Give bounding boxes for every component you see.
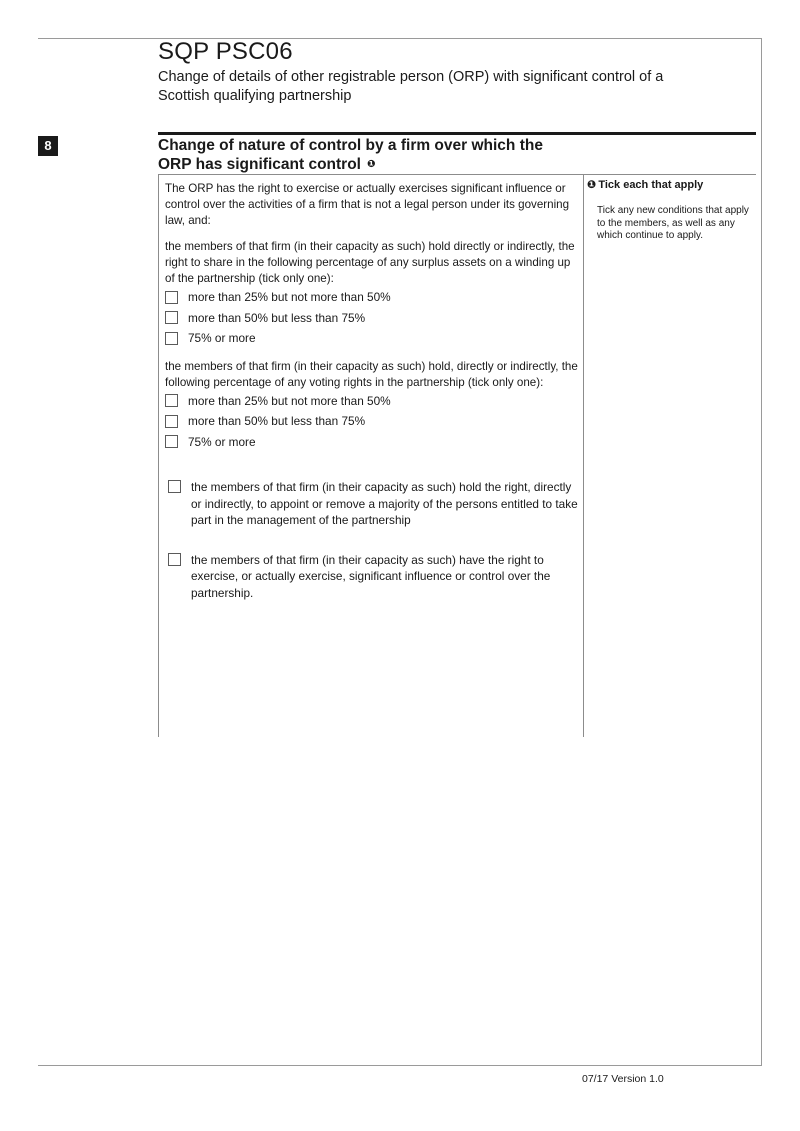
section-title-text: Change of nature of control by a firm over which the ORP has significant control — [158, 137, 543, 173]
form-subtitle: Change of details of other registrable person (ORP) with significant control of a Scottish qualifying partnership — [158, 69, 664, 104]
section-number: 8 — [38, 136, 58, 156]
assets-option-3[interactable] — [165, 328, 581, 349]
option-label: more than 25% but not more than 50% — [188, 290, 391, 305]
option-label: 75% or more — [188, 434, 256, 449]
page-right-rule — [761, 38, 762, 1066]
intro-text: The ORP has the right to exercise or actually exercises significant influence or control over the activities of a firm that is not a legal person under its governing law, and: — [165, 182, 570, 227]
option-label: 75% or more — [188, 331, 256, 346]
version-footer: 07/17 Version 1.0 — [582, 1073, 664, 1085]
option-label: the members of that firm (in their capacity as such) hold the right, directly or indirectly, to appoint or remove a majority of the persons entitled to take part in the management of the partnership — [191, 480, 578, 527]
assets-option-2[interactable] — [165, 308, 581, 329]
option-label: more than 50% but less than 75% — [188, 414, 366, 429]
info-icon: ❶ — [587, 179, 597, 191]
checkbox[interactable] — [165, 415, 178, 428]
option-label: more than 25% but not more than 50% — [188, 393, 391, 408]
box-divider — [583, 174, 584, 737]
checkbox[interactable] — [165, 435, 178, 448]
checkbox[interactable] — [165, 311, 178, 324]
influence-option[interactable] — [165, 552, 581, 602]
option-label: the members of that firm (in their capacity as such) have the right to exercise, or actually exercise, significant influence or control over the partnership. — [191, 552, 551, 600]
box-top-border — [158, 174, 584, 175]
checkbox[interactable] — [168, 480, 181, 493]
guidance-heading-text: Tick each that apply — [598, 179, 704, 191]
page-top-rule — [38, 38, 762, 39]
page-bottom-rule — [38, 1065, 762, 1066]
guidance-top-border — [583, 174, 756, 175]
appoint-option[interactable] — [165, 479, 581, 529]
checkbox[interactable] — [168, 553, 181, 566]
section-title — [158, 136, 578, 174]
voting-option-2[interactable] — [165, 411, 581, 432]
guidance-text: Tick any new conditions that apply to the members, as well as any which continue to apply. — [597, 205, 749, 241]
voting-lead-text: the members of that firm (in their capacity as such) hold, directly or indirectly, the following percentage of any voting rights in the partnership (tick only one): — [165, 359, 578, 389]
info-icon: ❶ — [366, 159, 376, 170]
checkbox[interactable] — [165, 332, 178, 345]
option-label: more than 50% but less than 75% — [188, 310, 366, 325]
assets-option-1[interactable] — [165, 287, 581, 308]
voting-option-1[interactable] — [165, 391, 581, 412]
box-left-border — [158, 174, 159, 737]
form-content — [165, 181, 581, 601]
guidance-heading — [587, 178, 752, 191]
form-code: SQP PSC06 — [158, 38, 293, 65]
assets-lead-text: the members of that firm (in their capacity as such) hold directly or indirectly, the right to share in the following percentage of any surplus assets on a winding up of the partnership (tick only one): — [165, 240, 575, 285]
section-rule — [158, 132, 756, 135]
checkbox[interactable] — [165, 394, 178, 407]
checkbox[interactable] — [165, 291, 178, 304]
voting-option-3[interactable] — [165, 432, 581, 453]
guidance-panel — [587, 178, 752, 243]
